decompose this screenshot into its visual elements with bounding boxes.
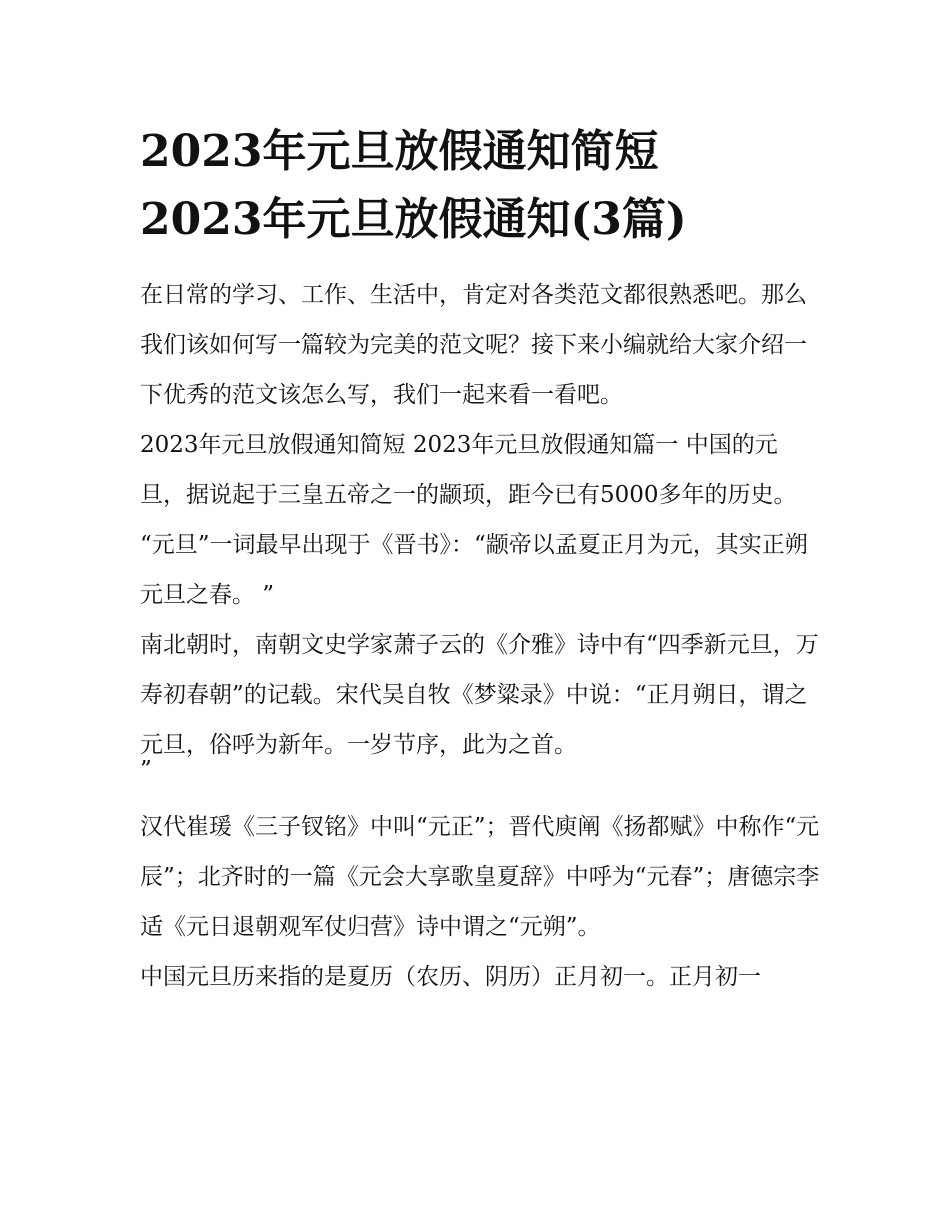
paragraph-origin: 2023年元旦放假通知简短 2023年元旦放假通知篇一 中国的元旦，据说起于三皇五帝之一的颛顼，距今已有5000多年的历史。 — [140, 432, 797, 508]
paragraph-southern-dynasties: 南北朝时，南朝文史学家萧子云的《介雅》诗中有“四季新元旦，万寿初春朝”的记载。宋代吴自牧《梦粱录》中说：“正月朔日，谓之元旦，俗呼为新年。一岁节序，此为之首。 — [140, 632, 819, 758]
title-line-2: 2023年元旦放假通知(3篇) — [140, 194, 687, 245]
paragraph-closing-quote: ” — [140, 757, 152, 783]
document-page — [140, 118, 820, 1002]
paragraph-intro: 在日常的学习、工作、生活中，肯定对各类范文都很熟悉吧。那么我们该如何写一篇较为完美的范文呢？接下来小编就给大家介绍一下优秀的范文该怎么写，我们一起来看一看吧。 — [140, 282, 807, 408]
title-line-1: 2023年元旦放假通知简短 — [140, 126, 659, 177]
document-body — [140, 270, 820, 1002]
paragraph-lunar-calendar: 中国元旦历来指的是夏历（农历、阴历）正月初一。正月初一 — [140, 964, 761, 990]
paragraph-jinshu: “元旦”一词最早出现于《晋书》：“颛帝以孟夏正月为元，其实正朔元旦之春。 ” — [140, 532, 808, 608]
paragraph-other-names: 汉代崔瑗《三子钗铭》中叫“元正”；晋代庾阐《扬都赋》中称作“元辰”；北齐时的一篇《元会大享歌皇夏辞》中呼为“元春”；唐德宗李适《元日退朝观军仗归营》诗中谓之“元朔”。 — [140, 814, 820, 940]
document-title — [140, 118, 820, 254]
